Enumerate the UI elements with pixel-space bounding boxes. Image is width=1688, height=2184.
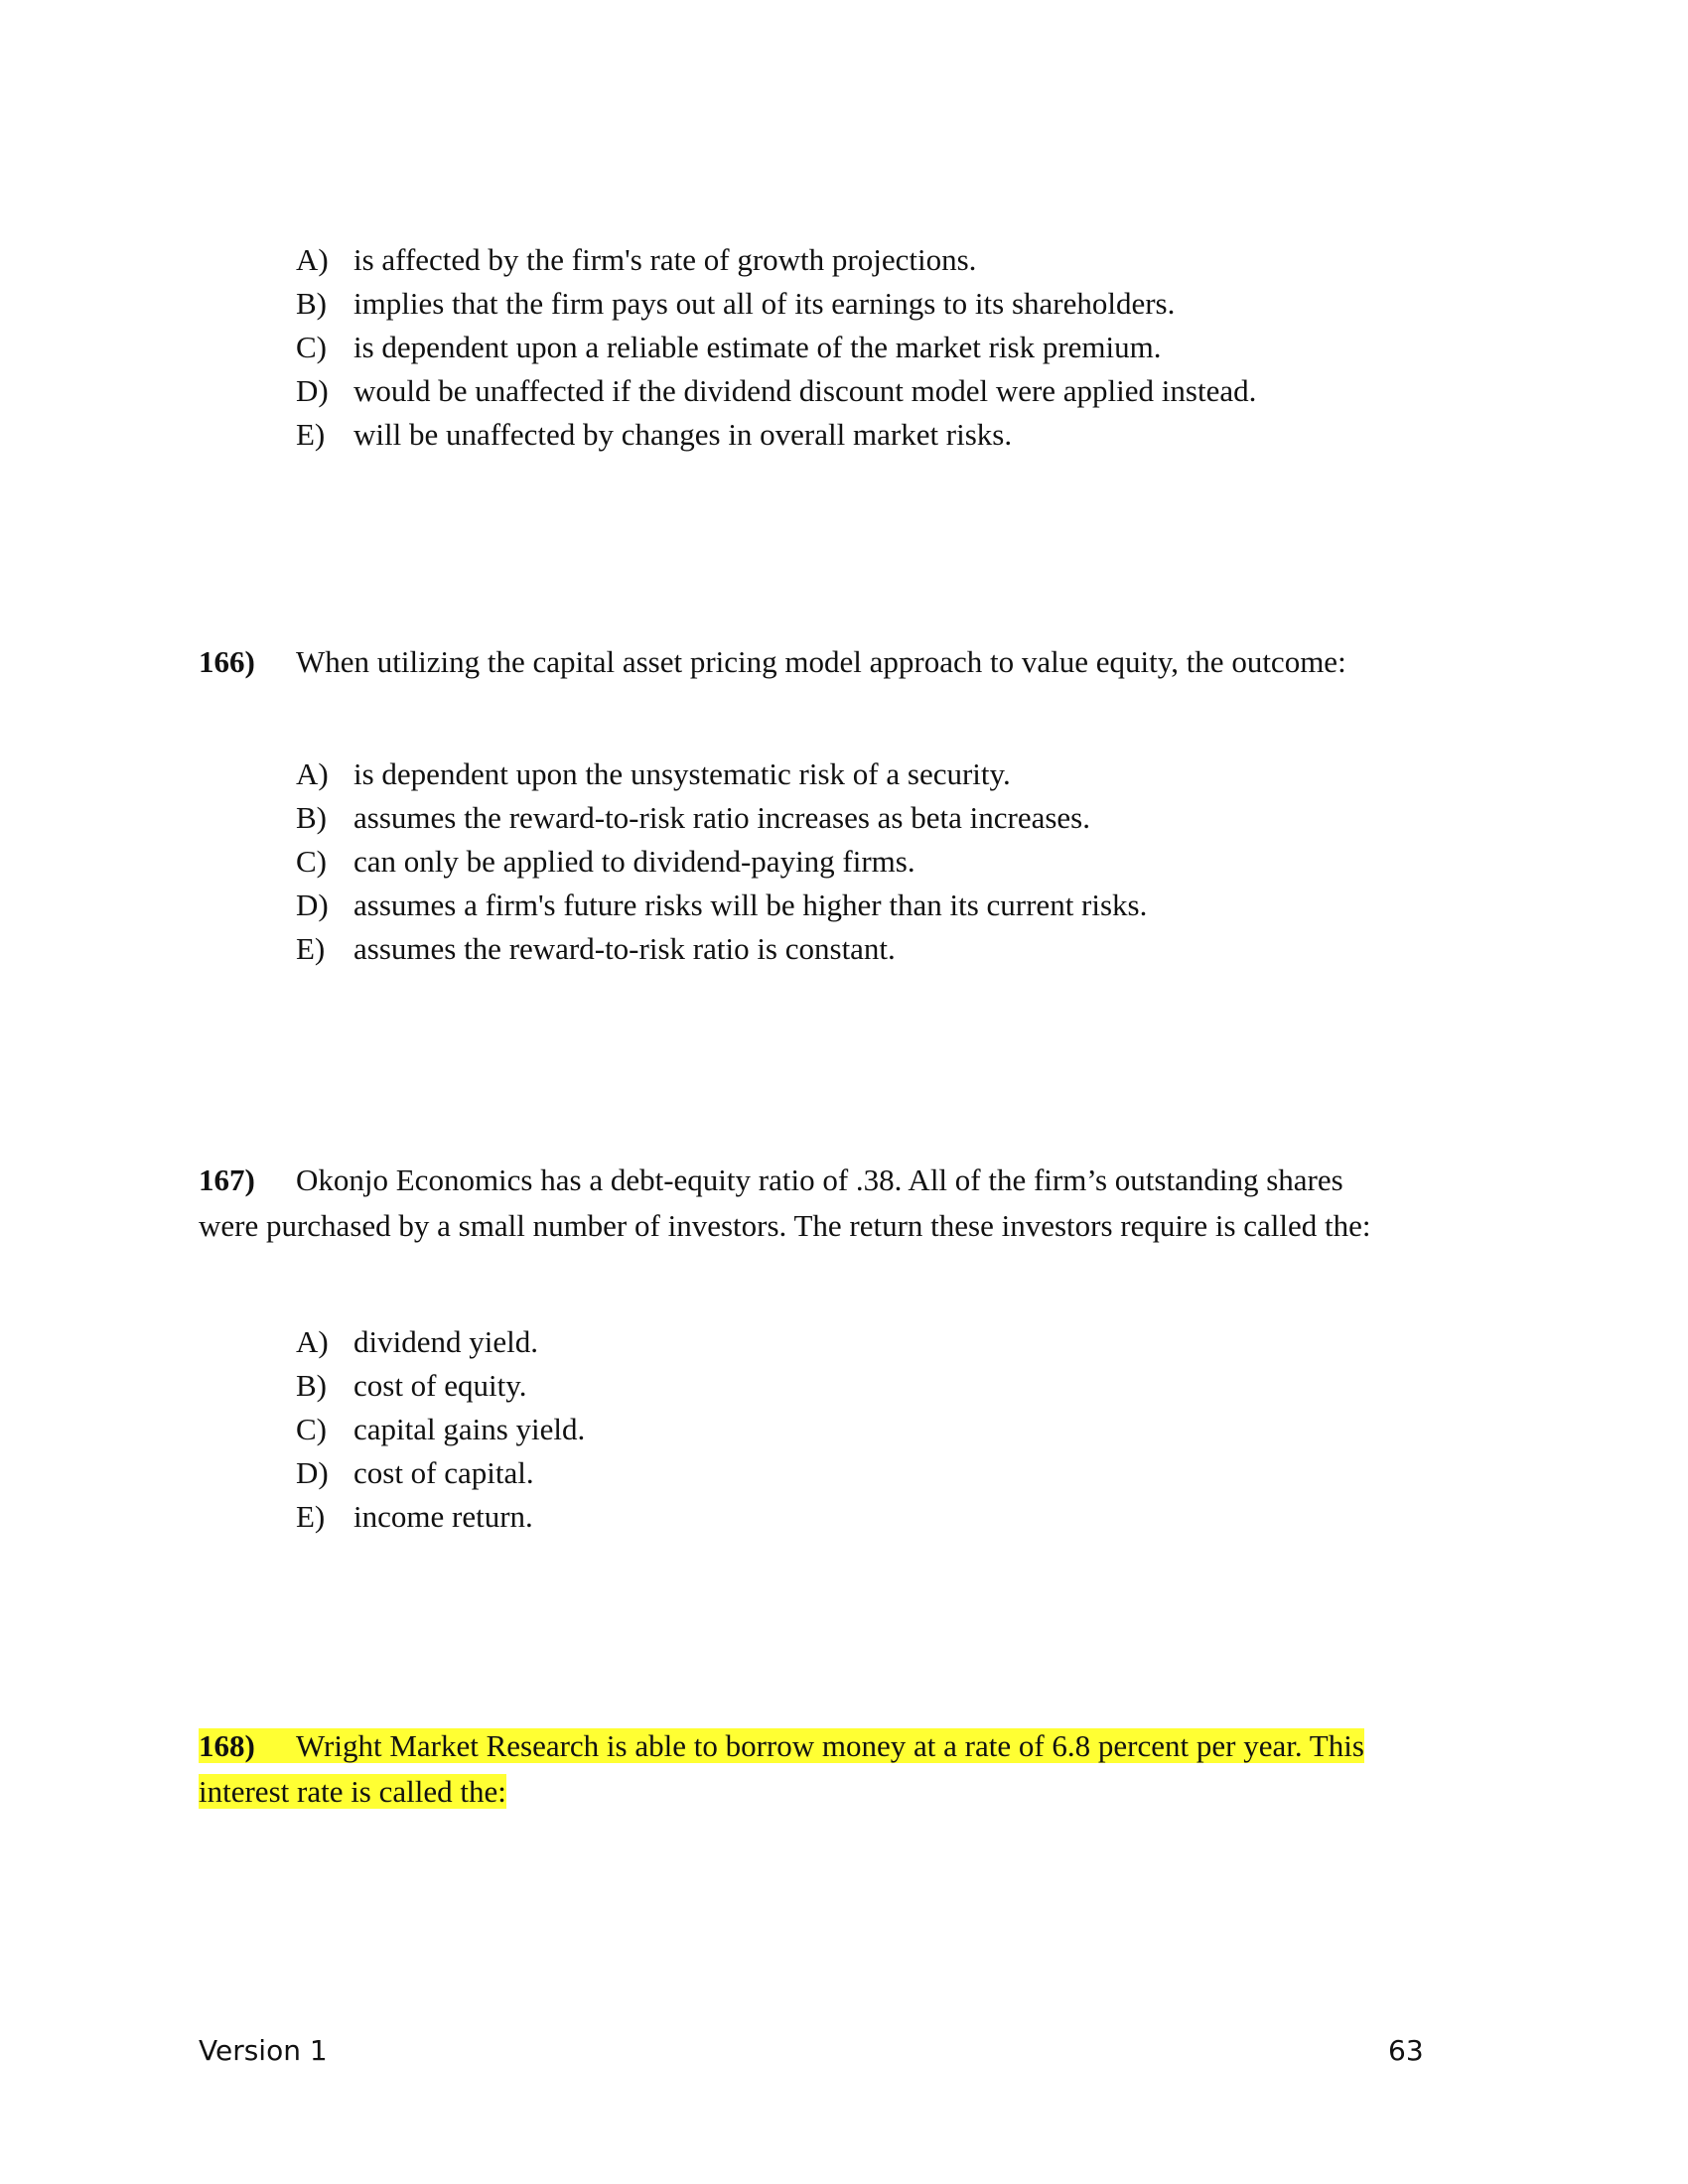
option-letter: E) [296,1499,326,1534]
question-text: When utilizing the capital asset pricing model approach to value equity, the outcome: [296,644,1346,679]
option-d [296,1451,585,1495]
option-text: would be unaffected if the dividend discount model were applied instead. [353,373,1257,408]
footer-version: Version 1 [199,2034,328,2067]
option-letter: C) [296,844,327,879]
question-number: 167) [199,1162,255,1197]
option-b [296,282,1256,326]
question-text-line-1: Wright Market Research is able to borrow money at a rate of 6.8 percent per year. This [296,1728,1364,1763]
question-167 [199,1158,1489,1249]
question-line-1 [199,1158,1489,1203]
question-line-2 [199,1769,1489,1815]
option-letter: A) [296,242,329,277]
question-166 [199,639,1489,685]
option-letter: D) [296,1455,329,1490]
question-number: 168) [199,1728,255,1763]
option-letter: E) [296,417,326,452]
option-a [296,1320,585,1364]
previous-question-options [296,238,1256,457]
option-c [296,1408,585,1451]
question-text-line-1: Okonjo Economics has a debt-equity ratio of .38. All of the firm’s outstanding shares [296,1162,1343,1197]
question-line-1 [199,1723,1489,1769]
option-letter: D) [296,373,329,408]
option-b [296,796,1147,840]
option-text: assumes the reward-to-risk ratio increases as beta increases. [353,800,1090,835]
option-a [296,752,1147,796]
option-letter: D) [296,887,329,922]
option-letter: B) [296,286,327,321]
option-letter: B) [296,1368,327,1403]
option-e [296,413,1256,457]
option-letter: A) [296,1324,329,1359]
option-text: is dependent upon the unsystematic risk of a security. [353,756,1011,791]
option-text: capital gains yield. [353,1412,586,1446]
option-b [296,1364,585,1408]
option-text: assumes the reward-to-risk ratio is constant. [353,931,896,966]
option-d [296,884,1147,927]
option-letter: B) [296,800,327,835]
option-text: cost of equity. [353,1368,527,1403]
question-text-line-2: were purchased by a small number of investors. The return these investors require is called the: [199,1208,1371,1243]
option-text: cost of capital. [353,1455,534,1490]
footer-page-number: 63 [1388,2034,1424,2067]
option-text: implies that the firm pays out all of its earnings to its shareholders. [353,286,1176,321]
question-number: 166) [199,644,255,679]
option-text: is affected by the firm's rate of growth projections. [353,242,977,277]
question-text-line-2: interest rate is called the: [199,1774,506,1809]
option-e [296,1495,585,1539]
option-text: is dependent upon a reliable estimate of the market risk premium. [353,330,1162,364]
question-166-options [296,752,1147,971]
highlighted-text [199,1728,1364,1763]
option-e [296,927,1147,971]
question-168 [199,1723,1489,1815]
option-letter: C) [296,330,327,364]
option-text: dividend yield. [353,1324,538,1359]
option-letter: E) [296,931,326,966]
option-text: assumes a firm's future risks will be higher than its current risks. [353,887,1148,922]
option-text: will be unaffected by changes in overall market risks. [353,417,1013,452]
option-text: income return. [353,1499,533,1534]
option-a [296,238,1256,282]
option-letter: A) [296,756,329,791]
question-167-options [296,1320,585,1539]
option-c [296,840,1147,884]
option-d [296,369,1256,413]
option-letter: C) [296,1412,327,1446]
option-c [296,326,1256,369]
option-text: can only be applied to dividend-paying firms. [353,844,915,879]
